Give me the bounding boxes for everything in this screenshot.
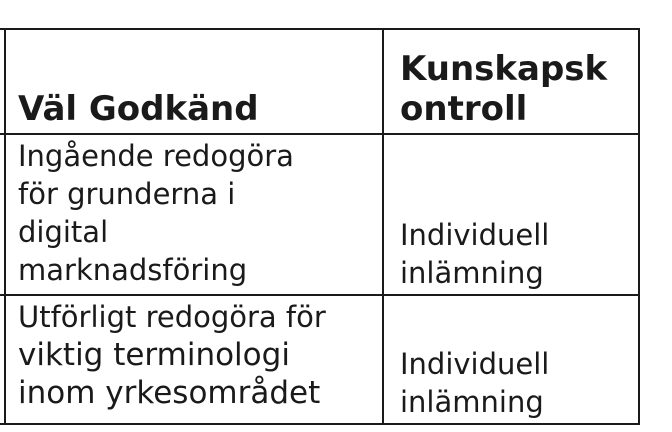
row2-criteria [14, 296, 380, 423]
header-kunskapskontroll [396, 30, 636, 133]
table-bottom-border [0, 423, 640, 425]
header-kunskapskontroll-label: Kunskapsk ontroll [400, 49, 608, 129]
left-column-border [4, 28, 6, 425]
header-val-godkand [14, 30, 380, 133]
row1-control-text: Individuell inlämning [400, 218, 550, 290]
row2-criteria-line1: Utförligt redogöra för [18, 300, 326, 334]
row1-criteria-text: Ingående redogöra för grunderna i digital marknadsföring [18, 139, 294, 287]
row2-criteria-line2: viktig terminologi inom yrkesområdet [18, 337, 321, 411]
row1-control [396, 135, 636, 294]
header-val-godkand-label: Väl Godkänd [18, 89, 259, 129]
right-column-border [638, 28, 640, 425]
row1-criteria [14, 135, 380, 294]
row2-control-text: Individuell inlämning [400, 347, 550, 419]
middle-column-border [382, 28, 384, 425]
row2-control [396, 296, 636, 423]
